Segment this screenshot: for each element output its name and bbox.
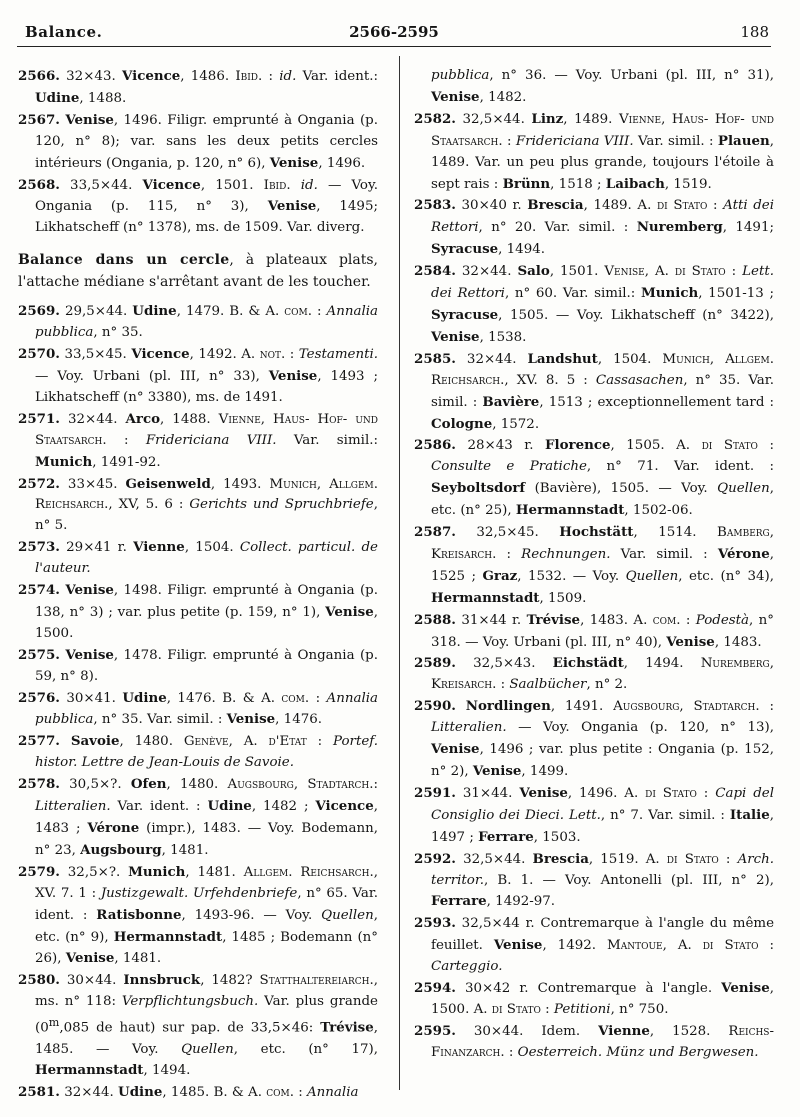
- catalog-entry: 2590. Nordlingen, 1491. Augsbourg, Stadtarch. : Litteralien. — Voy. Ongania (p. 120, n° 13), Venise, 1496 ; var. plus petite : Ongania (p. 152, n° 2), Venise, 1499.: [414, 698, 774, 779]
- catalog-entry: 2571. 32×44. Arco, 1488. Vienne, Haus- Hof- und Staatsarch. : Fridericiana VIII. Var. simil.: Munich, 1491-92.: [18, 410, 378, 470]
- catalog-entry: 2592. 32,5×44. Brescia, 1519. A. di Stato : Arch. territor., B. 1. — Voy. Antonelli (pl. III, n° 2), Ferrare, 1492-97.: [414, 850, 775, 910]
- catalog-entry: 2588. 31×44 r. Trévise, 1483. A. com. : Podestà, n° 318. — Voy. Urbani (pl. III, n° 40), Venise, 1483.: [414, 611, 774, 650]
- left-column: [18, 66, 378, 1104]
- catalog-entry: 2586. 28×43 r. Florence, 1505. A. di Stato : Consulte e Pratiche, n° 71. Var. ident. : Seyboltsdorf (Bavière), 1505. — Voy. Quellen, etc. (n° 25), Hermannstadt, 1502-06.: [414, 437, 774, 519]
- catalog-entry: 2570. 33,5×45. Vicence, 1492. A. not. : Testamenti. — Voy. Urbani (pl. III, n° 33), Venise, 1493 ; Likhatscheff (n° 3380), ms. de 1491.: [18, 346, 378, 405]
- running-head-left: Balance.: [25, 23, 103, 41]
- catalog-entry: 2575. Venise, 1478. Filigr. emprunté à Ongania (p. 59, n° 8).: [18, 646, 378, 684]
- catalog-entry: 2589. 32,5×43. Eichstädt, 1494. Nuremberg, Kreisarch. : Saalbücher, n° 2.: [414, 655, 774, 693]
- section-heading: Balance dans un cercle, à plateaux plats, l'attache médiane s'arrêtant avant de les toucher.: [18, 252, 378, 290]
- catalog-entry: 2579. 32,5×?. Munich, 1481. Allgem. Reichsarch., XV. 7. 1 : Justizgewalt. Urfehdenbriefe, n° 65. Var. ident. : Ratisbonne, 1493-96. — Voy. Quellen, etc. (n° 9), Hermannstadt, 1485 ; Bodemann (n° 26), Venise, 1481.: [18, 863, 378, 967]
- catalog-entry: 2573. 29×41 r. Vienne, 1504. Collect. particul. de l'auteur.: [18, 539, 378, 577]
- page-header: [17, 22, 771, 47]
- catalog-entry: 2566. 32×43. Vicence, 1486. Ibid. : id. Var. ident.: Udine, 1488.: [18, 68, 378, 106]
- running-head-range: 2566-2595: [349, 23, 439, 41]
- catalog-entry: 2582. 32,5×44. Linz, 1489. Vienne, Haus- Hof- und Staatsarch. : Fridericiana VIII. Var. simil. : Plauen, 1489. Var. un peu plus grande, toujours l'étoile à sept rais : Brünn, 1518 ; Laibach, 1519.: [414, 110, 775, 192]
- catalog-entry: 2593. 32,5×44 r. Contremarque à l'angle du même feuillet. Venise, 1492. Mantoue, A. di Stato : Carteggio.: [414, 915, 775, 975]
- catalog-entry: 2584. 32×44. Salo, 1501. Venise, A. di Stato : Lett. dei Rettori, n° 60. Var. simil.: Munich, 1501-13 ; Syracuse, 1505. — Voy. Likhatscheff (n° 3422), Venise, 1538.: [414, 263, 774, 345]
- column-divider: [399, 56, 400, 1090]
- catalog-entry: 2595. 30×44. Idem. Vienne, 1528. Reichs- Finanzarch. : Oesterreich. Münz und Bergwesen.: [414, 1022, 774, 1060]
- catalog-entry-continuation: pubblica, n° 36. — Voy. Urbani (pl. III, n° 31), Venise, 1482.: [431, 68, 774, 105]
- page-number: 188: [740, 23, 769, 41]
- catalog-entry: 2581. 32×44. Udine, 1485. B. & A. com. : Annalia: [18, 1084, 359, 1101]
- catalog-entry: 2576. 30×41. Udine, 1476. B. & A. com. : Annalia pubblica, n° 35. Var. simil. : Venise, 1476.: [18, 689, 378, 728]
- catalog-entry: 2583. 30×40 r. Brescia, 1489. A. di Stato : Atti dei Rettori, n° 20. Var. simil. : Nuremberg, 1491; Syracuse, 1494.: [414, 197, 775, 258]
- catalog-entry: 2577. Savoie, 1480. Genève, A. d'Etat : Portef. histor. Lettre de Jean-Louis de Savoie.: [18, 733, 378, 771]
- catalog-entry: 2567. Venise, 1496. Filigr. emprunté à Ongania (p. 120, n° 8); var. sans les deux petits cercles intérieurs (Ongania, p. 120, n° 6), Venise, 1496.: [18, 111, 378, 171]
- catalog-entry: 2591. 31×44. Venise, 1496. A. di Stato : Capi del Consiglio dei Dieci. Lett., n° 7. Var. simil. : Italie, 1497 ; Ferrare, 1503.: [414, 784, 774, 845]
- catalog-entry: 2568. 33,5×44. Vicence, 1501. Ibid. id. — Voy. Ongania (p. 115, n° 3), Venise, 1495; Likhatscheff (n° 1378), ms. de 1509. Var. diverg.: [18, 176, 379, 236]
- catalog-entry: 2585. 32×44. Landshut, 1504. Munich, Allgem. Reichsarch., XV. 8. 5 : Cassasachen, n° 35. Var. simil. : Bavière, 1513 ; exceptionnellement tard : Cologne, 1572.: [414, 350, 774, 432]
- right-column: [414, 66, 774, 1064]
- catalog-entry: 2572. 33×45. Geisenweld, 1493. Munich, Allgem. Reichsarch., XV, 5. 6 : Gerichts und Spruchbriefe, n° 5.: [18, 475, 378, 534]
- catalog-entry: 2594. 30×42 r. Contremarque à l'angle. Venise, 1500. A. di Stato : Petitioni, n° 750.: [414, 980, 774, 1017]
- catalog-entry: 2574. Venise, 1498. Filigr. emprunté à Ongania (p. 138, n° 3) ; var. plus petite (p. 159, n° 1), Venise, 1500.: [18, 582, 378, 641]
- catalog-entry: 2580. 30×44. Innsbruck, 1482? Statthaltereiarch., ms. n° 118: Verpflichtungsbuch. Var. plus grande (0$^m$,085 de haut) sur pap. de 33,5×46: Trévise, 1485. — Voy. Quellen, etc. (n° 17), Hermannstadt, 1494.: [18, 972, 378, 1079]
- catalog-entry: 2578. 30,5×?. Ofen, 1480. Augsbourg, Stadtarch.: Litteralien. Var. ident. : Udine, 1482 ; Vicence, 1483 ; Vérone (impr.), 1483. — Voy. Bodemann, n° 23, Augsbourg, 1481.: [18, 776, 379, 858]
- catalog-entry: 2569. 29,5×44. Udine, 1479. B. & A. com. : Annalia pubblica, n° 35.: [18, 303, 378, 341]
- catalog-entry: 2587. 32,5×45. Hochstätt, 1514. Bamberg, Kreisarch. : Rechnungen. Var. simil. : Vérone, 1525 ; Graz, 1532. — Voy. Quellen, etc. (n° 34), Hermannstadt, 1509.: [414, 524, 775, 606]
